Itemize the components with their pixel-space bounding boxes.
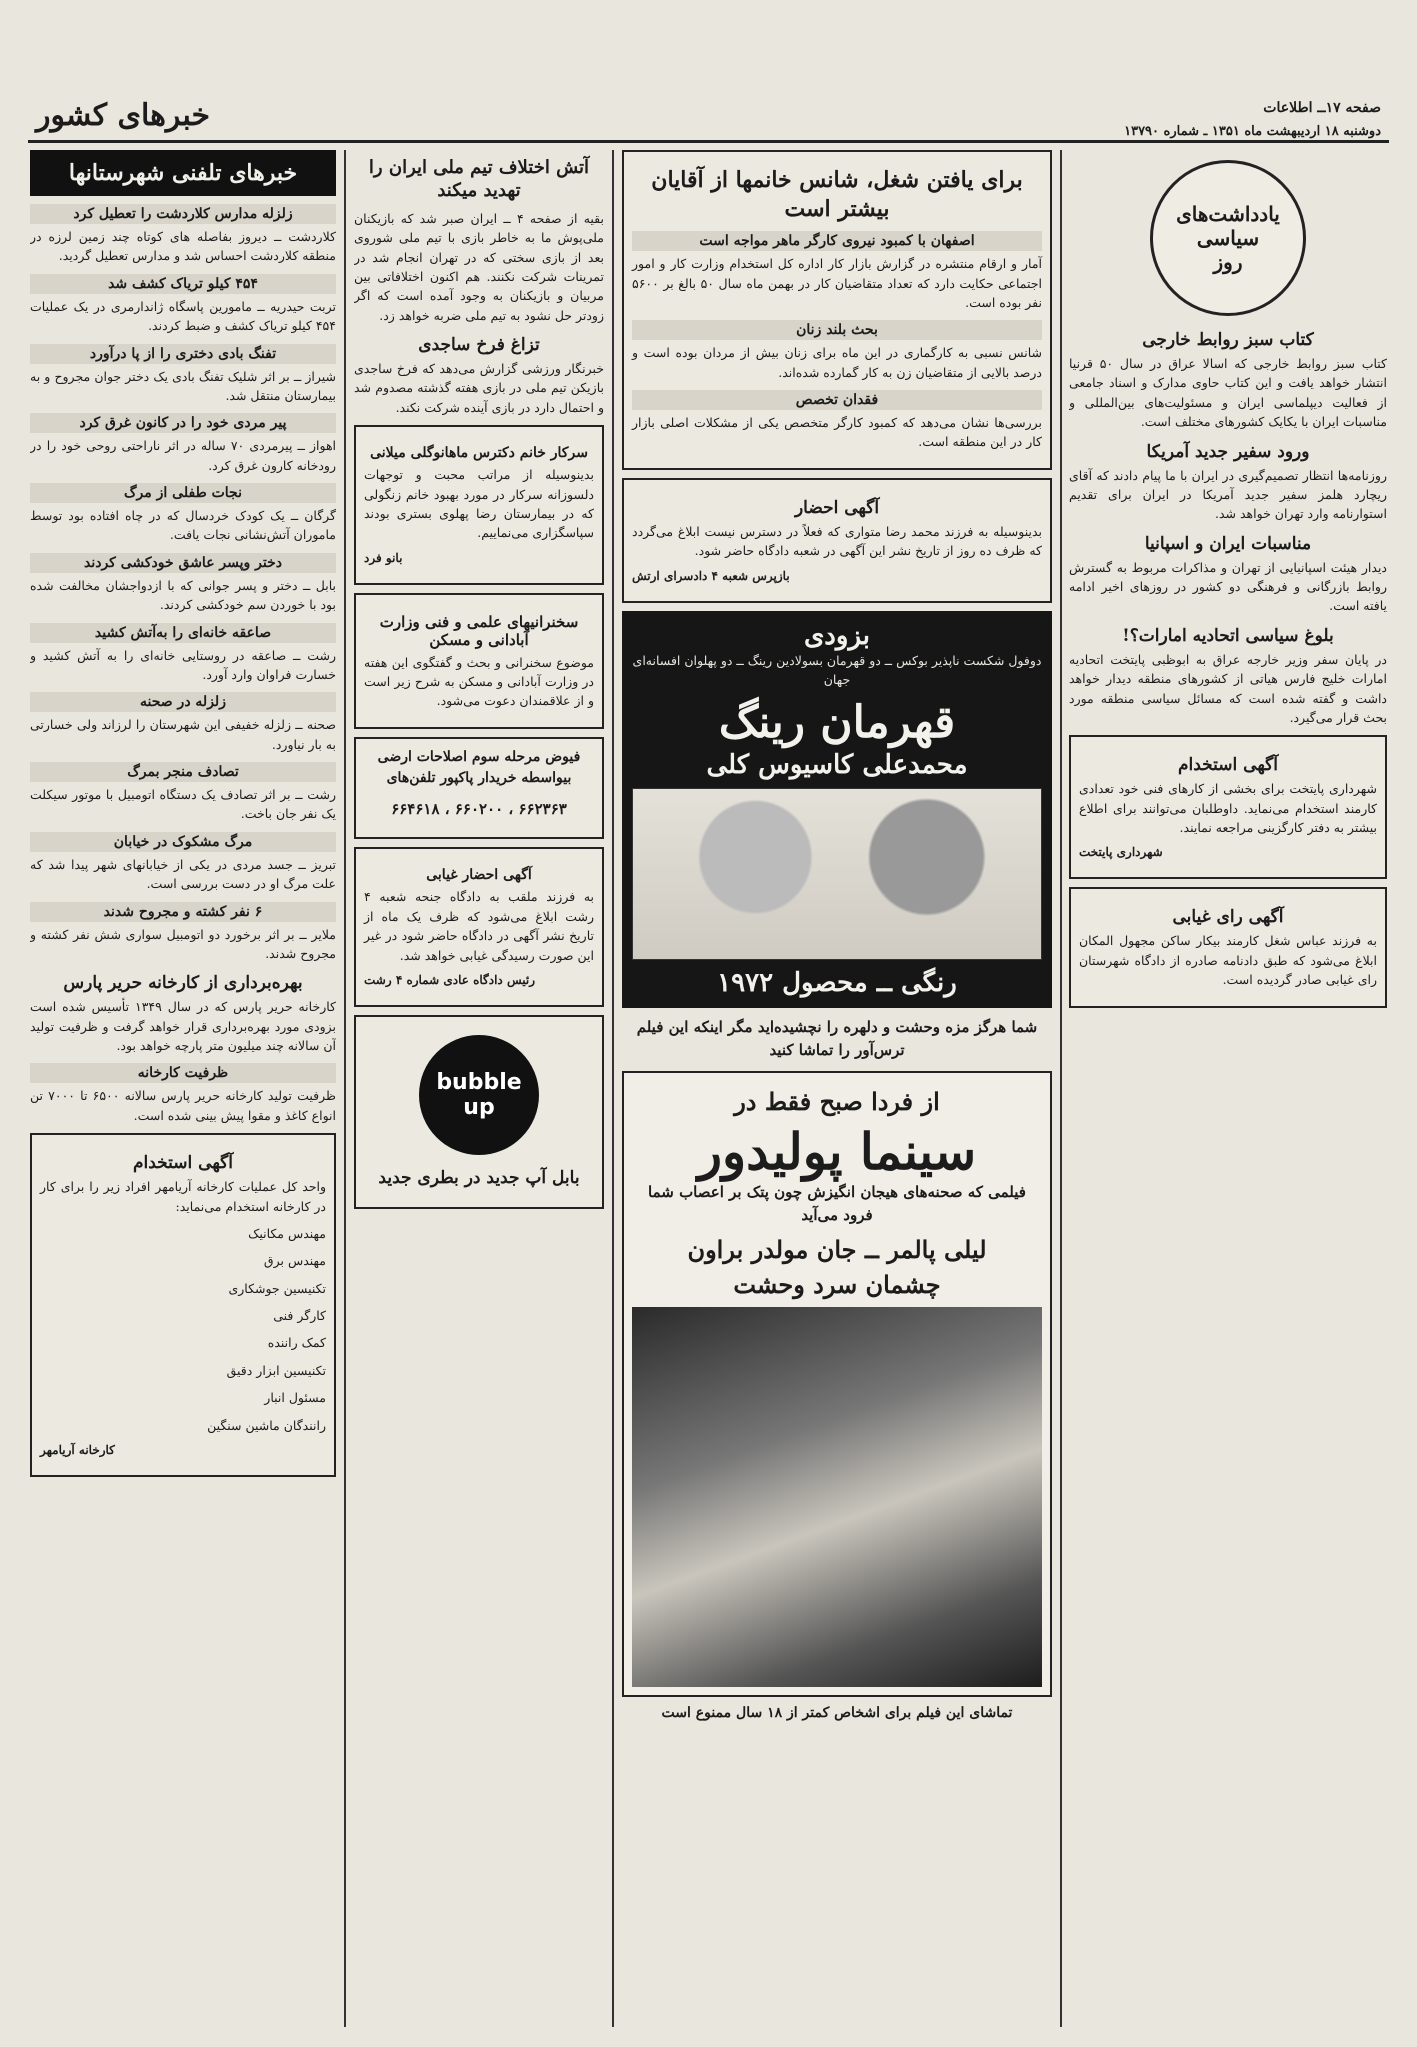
column-sports-and-notices [354, 150, 604, 2027]
political-notes-badge [1150, 160, 1306, 316]
article-subhead: بحث بلند زنان [632, 320, 1042, 340]
film-poster-art [632, 1307, 1042, 1687]
brief-headline: زلزله مدارس کلاردشت را تعطیل کرد [30, 204, 336, 224]
article-headline: بلوغ سیاسی اتحادیه امارات؟! [1122, 625, 1334, 646]
horror-film-teaser: شما هرگز مزه وحشت و دلهره را نچشیده‌اید مگر اینکه این فیلم ترس‌آور را تماشا کنید [636, 1018, 1038, 1060]
announcement-headline: سخنرانیهای علمی و فنی وزارت آبادانی و مسکن [379, 612, 579, 649]
land-ad-phones: ۶۶۲۳۶۳ ، ۶۶۰۲۰۰ ، ۶۶۴۶۱۸ [391, 800, 567, 819]
brief-body: گرگان ــ یک کودک خردسال که در چاه افتاده بود توسط ماموران آتش‌نشانی نجات یافت. [30, 508, 336, 543]
brief-body: کلاردشت ــ دیروز بفاصله های کوتاه چند زمین لرزه در منطقه کلاردشت احساس شد و مدارس تعطیل گردید. [30, 229, 336, 264]
article-body: بررسی‌ها نشان می‌دهد که کمبود کارگر متخصص یکی از مشکلات اصلی بازار کار در این منطقه است. [632, 415, 1042, 450]
column-divider [344, 150, 346, 2027]
ad-signature: کارخانه آریامهر [40, 1442, 115, 1457]
article-body: بقیه از صفحه ۴ ــ ایران صبر شد که بازیکنان ملی‌پوش ما به خاطر بازی با تیم ملی شوروی بعد از بازی سختی که در تهران انجام شد در تمرینات شرکت نکنند. هم اکنون اختلافاتی بین مربیان و بازیکنان به وجود آمده است که اگر زودتر حل نشود به تیم ملی ضربه خواهد زد. [354, 210, 604, 323]
notice-headline: آگهی رای غیابی [1172, 907, 1284, 928]
brief-body: رشت ــ صاعقه در روستایی خانه‌ای را به آتش کشید و خسارت فراوان وارد آورد. [30, 647, 336, 682]
job-item: مسئول انبار [264, 1390, 326, 1406]
land-ad-text: فیوض مرحله سوم اصلاحات ارضی بیواسطه خریدار پاکپور تلفن‌های [377, 748, 581, 787]
article-body: دیدار هیئت اسپانیایی از تهران و مذاکرات مربوط به گسترش روابط بازرگانی و فرهنگی دو کشور در روزهای اخیر ادامه یافته است. [1069, 559, 1387, 614]
bubble-up-caption: بابل آپ جدید در بطری جدید [378, 1167, 580, 1188]
brief-headline: دختر وپسر عاشق خودکشی کردند [30, 553, 336, 573]
job-item: تکنیسین ابزار دقیق [226, 1362, 326, 1378]
article-body: کارخانه حریر پارس که در سال ۱۳۴۹ تأسیس شده است بزودی مورد بهره‌برداری قرار خواهد گرفت و ظرفیت تولید آن سالانه چند میلیون متر پارچه خواهد بود. [30, 999, 336, 1053]
notice-body: بدینوسیله از مراتب محبت و توجهات دلسوزانه سرکار در مورد بهبود خانم زنگولی که در بیمارستان رضا پهلوی بستری بودند سپاسگزاری می‌نماییم. [364, 467, 594, 541]
article-headline: مناسبات ایران و اسپانیا [1144, 533, 1312, 554]
boxing-film-ad [622, 611, 1052, 1009]
badge-line-3: روز [1213, 250, 1243, 274]
article-headline: برای یافتن شغل، شانس خانمها از آقایان بیشتر است [651, 167, 1023, 222]
summons-notice [622, 478, 1052, 603]
announcement-body: موضوع سخنرانی و بحث و گفتگوی این هفته در وزارت آبادانی و مسکن به شرح زیر است و از علاقمندان دعوت می‌شود. [364, 654, 594, 709]
article-headline: بهره‌برداری از کارخانه حریر پارس [63, 973, 303, 994]
ad-signature: شهرداری پایتخت [1079, 845, 1163, 860]
brief-headline: تصادف منجر بمرگ [30, 762, 336, 782]
jobs-article [622, 150, 1052, 470]
thank-you-notice [354, 425, 604, 585]
court-notice [1069, 887, 1387, 1007]
article-headline: کتاب سبز روابط خارجی [1142, 330, 1314, 350]
brief-headline: نجات طفلی از مرگ [30, 483, 336, 503]
brief-headline: مرگ مشکوک در خیابان [30, 832, 336, 852]
ad-headline: آگهی استخدام [1178, 755, 1278, 776]
notice-body: به فرزند عباس شغل کارمند بیکار ساکن مجهول المکان ابلاغ می‌شود که طبق دادنامه صادره از دادگاه شهرستان رای غیابی صادر گردیده است. [1079, 933, 1377, 988]
article-headline: آتش اختلاف تیم ملی ایران را تهدید میکند [368, 157, 590, 202]
badge-line-1: یادداشت‌های [1176, 202, 1280, 226]
article-headline: ورود سفیر جدید آمریکا [1146, 441, 1310, 462]
article-headline: تزاغ فرخ ساجدی [418, 335, 540, 356]
article-body: شانس نسبی به کارگماری در این ماه برای زنان بیش از مردان بوده است و درصد بالایی از متقاضیان زن به کار گمارده شده‌اند. [632, 345, 1042, 380]
film-cast: لیلی پالمر ــ جان مولدر براون [687, 1235, 987, 1265]
brief-body: تربت حیدریه ــ مامورین پاسگاه ژاندارمری در یک عملیات ۴۵۴ کیلو تریاک کشف و ضبط کردند. [30, 298, 336, 334]
news-brief-list [30, 204, 336, 963]
job-item: تکنیسین جوشکاری [228, 1280, 326, 1296]
brief-body: ملایر ــ بر اثر برخورد دو اتومبیل سواری شش نفر کشته و مجروح شدند. [30, 926, 336, 961]
brief-headline: زلزله در صحنه [30, 692, 336, 712]
ad-intro: واحد کل عملیات کارخانه آریامهر افراد زیر را برای کار در کارخانه استخدام می‌نماید: [40, 1179, 326, 1214]
article-body: خبرنگار ورزشی گزارش می‌دهد که فرخ ساجدی بازیکن تیم ملی در بازی هفته گذشته مصدوم شد و احتمال دارد در بازی آینده شرکت نکند. [354, 361, 604, 415]
brief-body: تبریز ــ جسد مردی در یکی از خیابانهای شهر پیدا شد که علت مرگ او در دست بررسی است. [30, 856, 336, 892]
boxer-name: محمدعلی کاسیوس کلی [706, 750, 968, 781]
brief-body: اهواز ــ پیرمردی ۷۰ ساله در اثر ناراحتی روحی خود را در رودخانه کارون غرق کرد. [30, 438, 336, 473]
article-subhead: ظرفیت کارخانه [30, 1063, 336, 1083]
section-title: خبرهای کشور [36, 98, 211, 133]
boxers-photo [632, 788, 1042, 960]
provincial-news-banner: خبرهای تلفنی شهرستانها [30, 150, 336, 196]
brief-headline: صاعقه خانه‌ای را به‌آتش کشید [30, 623, 336, 643]
notice-signature: بانو فرد [364, 550, 403, 565]
lecture-announcement [354, 593, 604, 729]
brief-headline: ۴۵۴ کیلو تریاک کشف شد [30, 274, 336, 294]
masthead [28, 70, 1389, 143]
notice-headline: آگهی احضار غیابی [426, 867, 532, 884]
brief-body: بابل ــ دختر و پسر جوانی که با ازدواجشان مخالفت شده بود با خوردن سم خودکشی کردند. [30, 577, 336, 613]
ad-body: شهرداری پایتخت برای بخشی از کارهای فنی خود تعدادی کارمند استخدام می‌نماید. داوطلبان می‌توانند برای اطلاع بیشتر به دفتر کارگزینی مراجعه نمایند. [1079, 781, 1377, 835]
column-divider [1060, 150, 1062, 2027]
job-item: کمک راننده [267, 1335, 326, 1351]
coming-soon-label: بزودی [803, 620, 871, 651]
brief-body: صحنه ــ زلزله خفیفی این شهرستان را لرزاند ولی خسارتی به بار نیاورد. [30, 717, 336, 752]
brief-body: شیراز ــ بر اثر شلیک تفنگ بادی یک دختر جوان مجروح و به بیمارستان منتقل شد. [30, 368, 336, 403]
bubble-up-logo: bubble up [419, 1035, 539, 1155]
notice-headline: آگهی احضار [794, 497, 880, 518]
notice-body: بدینوسیله به فرزند محمد رضا متواری که فعلاً در دسترس نیست ابلاغ می‌گردد که ظرف ده روز از تاریخ نشر این آگهی در شعبه دادگاه حاضر شود. [632, 523, 1042, 559]
age-restriction-note: تماشای این فیلم برای اشخاص کمتر از ۱۸ سال ممنوع است [661, 1705, 1013, 1722]
job-item: رانندگان ماشین سنگین [207, 1417, 326, 1433]
factory-employment-ad [30, 1133, 336, 1477]
brief-body: رشت ــ بر اثر تصادف یک دستگاه اتومبیل با موتور سیکلت یک نفر جان باخت. [30, 787, 336, 822]
article-body: کتاب سبز روابط خارجی که اسالا عراق در سال ۵۰ قرنیا انتشار خواهد یافت و این کتاب حاوی مدارک و اسناد جامعی از فعالیت دیپلماسی ایران و مسئولیت‌های بین‌المللی و مناسبات ایران با یکایک کشورهای مختلف است. [1069, 356, 1387, 430]
article-body: در پایان سفر وزیر خارجه عراق به ابوظبی پایتخت اتحادیه امارات خلیج فارس هیاتی از کشورهای منطقه دیدار خواهد داشت و گفته شده است که مسائل سیاسی منطقه مورد بحث قرار می‌گیرد. [1069, 651, 1387, 725]
employment-ad [1069, 735, 1387, 879]
notice-headline: سرکار خانم دکترس ماهانوگلی میلانی [370, 445, 588, 462]
article-body: ظرفیت تولید کارخانه حریر پارس سالانه ۶۵۰۰ تا ۷۰۰۰ تن انواع کاغذ و مقوا پیش بینی شده است. [30, 1088, 336, 1123]
article-subhead: فقدان تخصص [632, 390, 1042, 410]
job-item: مهندس برق [263, 1253, 326, 1269]
article-lead: اصفهان با کمبود نیروی کارگر ماهر مواجه است [632, 231, 1042, 251]
film-pitch: فیلمی که صحنه‌های هیجان انگیزش چون پتک بر اعصاب شما فرود می‌آید [648, 1182, 1026, 1224]
notice-signature: رئیس دادگاه عادی شماره ۴ رشت [364, 972, 535, 987]
film-year-label: رنگی ــ محصول ۱۹۷۲ [717, 968, 957, 999]
brief-headline: تفنگ بادی دختری را از پا درآورد [30, 344, 336, 364]
absentee-summons [354, 847, 604, 1007]
notice-body: به فرزند ملقب به دادگاه جنحه شعبه ۴ رشت ابلاغ می‌شود که ظرف یک ماه از تاریخ نشر آگهی در دادگاه حاضر شود در غیر این صورت رسیدگی غیابی خواهد شد. [364, 889, 594, 963]
boxing-ad-tagline: دوفول شکست ناپذیر بوکس ــ دو قهرمان بسولادین رینگ ــ دو پهلوان افسانه‌ای جهان [632, 652, 1042, 687]
notice-signature: بازپرس شعبه ۴ دادسرای ارتش [632, 568, 790, 583]
brief-headline: پیر مردی خود را در کانون غرق کرد [30, 413, 336, 433]
page-number-line: صفحه ۱۷ــ اطلاعات [1263, 100, 1381, 116]
column-political-notes [1069, 150, 1387, 2027]
land-reform-ad [354, 737, 604, 840]
ad-headline: آگهی استخدام [133, 1153, 233, 1174]
column-divider [612, 150, 614, 2027]
article-body: آمار و ارقام منتشره در گزارش بازار کار اداره کل استخدام وزارت کار و امور اجتماعی حکایت دارد که تعداد متقاضیان کار در بهمن ماه سال ۵۰ بالغ بر ۵۶۰۰ نفر بوده است. [632, 256, 1043, 310]
cinema-name: سینما پولیدور [697, 1121, 977, 1181]
boxing-film-title: قهرمان رینگ [718, 697, 956, 749]
column-provincial-news [30, 150, 336, 2027]
article-body: روزنامه‌ها انتظار تصمیم‌گیری در ایران با ما پیام دادند که آقای ریچارد هلمز سفیر جدید آمریکا در ایران برای تقدیم استوارنامه وارد تهران خواهد شد. [1069, 467, 1387, 522]
issue-date-line: دوشنبه ۱۸ اردیبهشت ماه ۱۳۵۱ ـ شماره ۱۳۷۹۰ [1124, 124, 1381, 139]
job-item: کارگر فنی [273, 1308, 326, 1323]
film-title: چشمان سرد وحشت [733, 1270, 941, 1300]
badge-line-2: سیاسی [1196, 226, 1260, 250]
cinema-tagline: از فردا صبح فقط در [734, 1086, 940, 1116]
column-jobs-and-ads [622, 150, 1052, 2027]
cinema-poster [622, 1071, 1052, 1698]
brief-headline: ۶ نفر کشته و مجروح شدند [30, 902, 336, 922]
bubble-up-ad [354, 1015, 604, 1209]
job-item: مهندس مکانیک [248, 1225, 326, 1241]
